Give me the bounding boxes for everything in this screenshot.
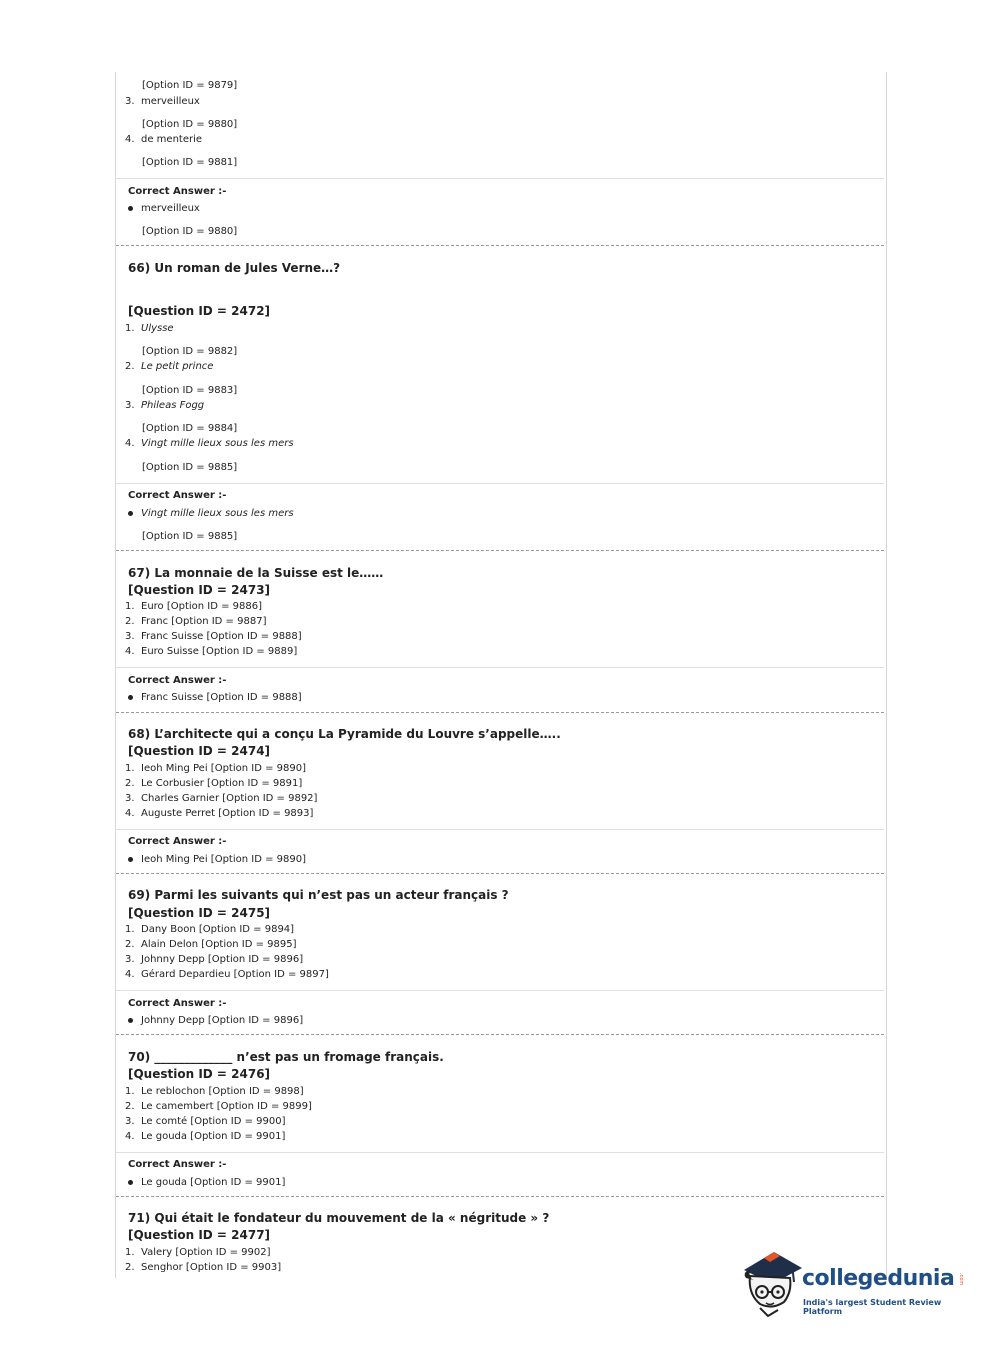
option-number: 3. bbox=[125, 954, 135, 965]
divider bbox=[116, 178, 884, 179]
question-title: 68) L’architecte qui a conçu La Pyramide du Louvre s’appelle….. bbox=[128, 727, 561, 741]
option-text: Ieoh Ming Pei [Option ID = 9890] bbox=[141, 763, 306, 774]
option-text: Euro [Option ID = 9886] bbox=[141, 601, 263, 612]
question-separator bbox=[116, 550, 884, 551]
correct-answer-id: [Option ID = 9880] bbox=[142, 226, 238, 237]
bullet-icon bbox=[128, 1180, 133, 1185]
option-text: Ulysse bbox=[141, 323, 174, 334]
option-text: Franc Suisse [Option ID = 9888] bbox=[141, 631, 302, 642]
bullet-icon bbox=[128, 857, 133, 862]
logo-wordmark: collegedunia bbox=[802, 1266, 955, 1291]
option-number: 1. bbox=[125, 1086, 135, 1097]
option-text: Alain Delon [Option ID = 9895] bbox=[141, 939, 297, 950]
correct-answer-label: Correct Answer :- bbox=[128, 998, 227, 1009]
option-number: 2. bbox=[125, 361, 135, 372]
option-id: [Option ID = 9883] bbox=[142, 385, 238, 396]
option-text: de menterie bbox=[141, 134, 203, 145]
logo-domain-suffix: .com bbox=[958, 1273, 964, 1286]
question-id: [Question ID = 2474] bbox=[128, 744, 271, 758]
option-number: 1. bbox=[125, 763, 135, 774]
correct-answer-text: Ieoh Ming Pei [Option ID = 9890] bbox=[141, 854, 306, 865]
option-text: Le gouda [Option ID = 9901] bbox=[141, 1131, 286, 1142]
correct-answer-text: Franc Suisse [Option ID = 9888] bbox=[141, 692, 302, 703]
correct-answer-text: Le gouda [Option ID = 9901] bbox=[141, 1177, 286, 1188]
collegedunia-logo[interactable] bbox=[740, 1248, 970, 1318]
correct-answer-label: Correct Answer :- bbox=[128, 1159, 227, 1170]
option-id: [Option ID = 9879] bbox=[142, 80, 238, 91]
option-number: 2. bbox=[125, 778, 135, 789]
option-text: Valery [Option ID = 9902] bbox=[141, 1247, 271, 1258]
option-text: Le comté [Option ID = 9900] bbox=[141, 1116, 286, 1127]
option-text: Le petit prince bbox=[141, 361, 214, 372]
option-number: 2. bbox=[125, 1262, 135, 1273]
logo-tagline: India's largest Student Review Platform bbox=[803, 1298, 942, 1316]
option-text: Euro Suisse [Option ID = 9889] bbox=[141, 646, 298, 657]
question-id: [Question ID = 2472] bbox=[128, 304, 271, 318]
option-number: 4. bbox=[125, 969, 135, 980]
correct-answer-id: [Option ID = 9885] bbox=[142, 531, 238, 542]
question-id: [Question ID = 2473] bbox=[128, 583, 271, 597]
question-id: [Question ID = 2477] bbox=[128, 1228, 271, 1242]
correct-answer-label: Correct Answer :- bbox=[128, 675, 227, 686]
option-text: Le camembert [Option ID = 9899] bbox=[141, 1101, 312, 1112]
option-id: [Option ID = 9882] bbox=[142, 346, 238, 357]
question-separator bbox=[116, 1196, 884, 1197]
correct-answer-label: Correct Answer :- bbox=[128, 186, 227, 197]
option-number: 4. bbox=[125, 1131, 135, 1142]
correct-answer-text: Johnny Depp [Option ID = 9896] bbox=[141, 1015, 304, 1026]
question-title: 67) La monnaie de la Suisse est le…… bbox=[128, 566, 384, 580]
option-number: 1. bbox=[125, 924, 135, 935]
question-separator bbox=[116, 245, 884, 246]
question-title: 66) Un roman de Jules Verne…? bbox=[128, 261, 341, 275]
option-number: 3. bbox=[125, 96, 135, 107]
option-number: 3. bbox=[125, 1116, 135, 1127]
divider bbox=[116, 1152, 884, 1153]
option-number: 3. bbox=[125, 400, 135, 411]
bullet-icon bbox=[128, 511, 133, 516]
option-number: 3. bbox=[125, 631, 135, 642]
bullet-icon bbox=[128, 695, 133, 700]
correct-answer-text: merveilleux bbox=[141, 203, 200, 214]
divider bbox=[116, 483, 884, 484]
divider bbox=[116, 829, 884, 830]
question-id: [Question ID = 2476] bbox=[128, 1067, 271, 1081]
option-number: 2. bbox=[125, 939, 135, 950]
option-text: Le reblochon [Option ID = 9898] bbox=[141, 1086, 304, 1097]
option-text: merveilleux bbox=[141, 96, 200, 107]
option-number: 2. bbox=[125, 616, 135, 627]
option-number: 4. bbox=[125, 808, 135, 819]
correct-answer-text: Vingt mille lieux sous les mers bbox=[141, 508, 294, 519]
option-text: Senghor [Option ID = 9903] bbox=[141, 1262, 282, 1273]
option-number: 4. bbox=[125, 134, 135, 145]
question-id: [Question ID = 2475] bbox=[128, 906, 271, 920]
option-number: 2. bbox=[125, 1101, 135, 1112]
correct-answer-label: Correct Answer :- bbox=[128, 836, 227, 847]
option-text: Johnny Depp [Option ID = 9896] bbox=[141, 954, 304, 965]
option-text: Phileas Fogg bbox=[141, 400, 205, 411]
option-text: Gérard Depardieu [Option ID = 9897] bbox=[141, 969, 329, 980]
option-text: Auguste Perret [Option ID = 9893] bbox=[141, 808, 314, 819]
option-number: 1. bbox=[125, 601, 135, 612]
option-id: [Option ID = 9885] bbox=[142, 462, 238, 473]
question-separator bbox=[116, 1034, 884, 1035]
question-title: 70) _____________ n’est pas un fromage français. bbox=[128, 1050, 444, 1064]
option-text: Dany Boon [Option ID = 9894] bbox=[141, 924, 295, 935]
option-number: 1. bbox=[125, 1247, 135, 1258]
question-separator bbox=[116, 873, 884, 874]
option-id: [Option ID = 9880] bbox=[142, 119, 238, 130]
option-number: 3. bbox=[125, 793, 135, 804]
option-number: 1. bbox=[125, 323, 135, 334]
divider bbox=[116, 990, 884, 991]
option-number: 4. bbox=[125, 646, 135, 657]
correct-answer-label: Correct Answer :- bbox=[128, 490, 227, 501]
option-id: [Option ID = 9881] bbox=[142, 157, 238, 168]
option-text: Vingt mille lieux sous les mers bbox=[141, 438, 294, 449]
option-id: [Option ID = 9884] bbox=[142, 423, 238, 434]
option-number: 4. bbox=[125, 438, 135, 449]
option-text: Charles Garnier [Option ID = 9892] bbox=[141, 793, 318, 804]
divider bbox=[116, 667, 884, 668]
bullet-icon bbox=[128, 206, 133, 211]
question-title: 71) Qui était le fondateur du mouvement de la « négritude » ? bbox=[128, 1211, 550, 1225]
option-text: Franc [Option ID = 9887] bbox=[141, 616, 267, 627]
option-text: Le Corbusier [Option ID = 9891] bbox=[141, 778, 303, 789]
student-mascot-icon bbox=[740, 1248, 802, 1318]
bullet-icon bbox=[128, 1018, 133, 1023]
question-separator bbox=[116, 712, 884, 713]
question-title: 69) Parmi les suivants qui n’est pas un acteur français ? bbox=[128, 888, 509, 902]
